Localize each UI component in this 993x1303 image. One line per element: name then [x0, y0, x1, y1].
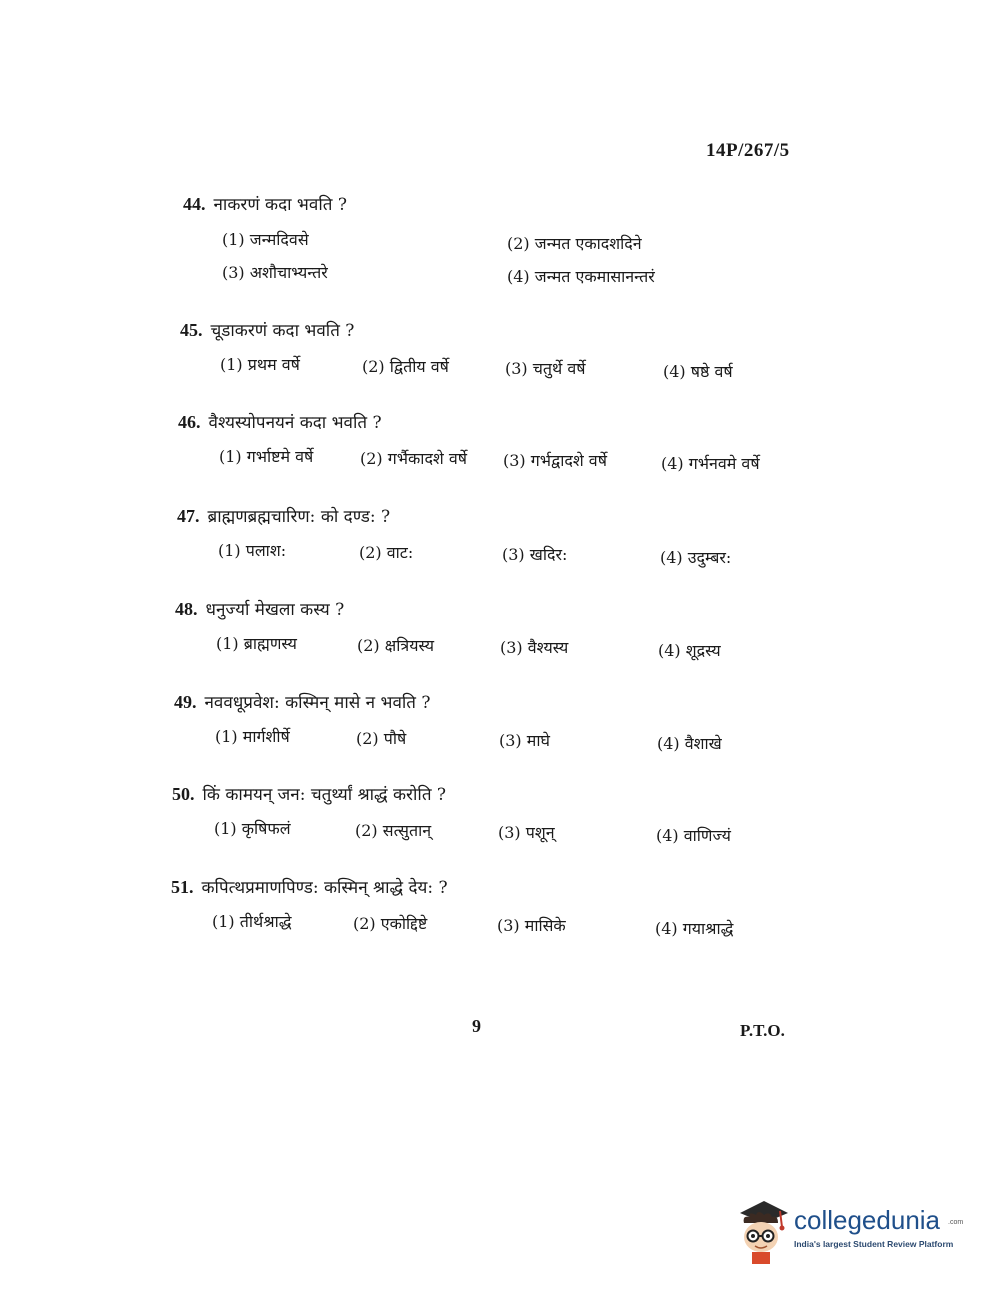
- question-text: चूडाकरणं कदा भवति ?: [210, 321, 355, 341]
- option-4: (4) षष्ठे वर्ष: [663, 362, 733, 381]
- question-text: नववधूप्रवेश: कस्मिन् मासे न भवति ?: [204, 693, 431, 713]
- option-3: (3) मासिके: [497, 916, 566, 935]
- option-2: (2) वाट:: [359, 543, 414, 562]
- question-number: 49.: [174, 692, 197, 712]
- page-number: 9: [472, 1016, 481, 1036]
- brand-name: collegedunia: [794, 1205, 941, 1235]
- question-number: 47.: [177, 506, 200, 526]
- option-2: (2) द्वितीय वर्षे: [362, 357, 449, 376]
- question-text: किं कामयन् जन: चतुर्थ्यां श्राद्धं करोति ?: [202, 785, 447, 805]
- collegedunia-watermark: [734, 1197, 964, 1267]
- question-text: वैश्यस्योपनयनं कदा भवति ?: [208, 413, 382, 433]
- option-3: (3) गर्भद्वादशे वर्षे: [503, 451, 607, 470]
- option-2: (2) सत्सुतान्: [355, 821, 432, 840]
- question-number: 51.: [171, 877, 194, 897]
- paper-code: 14P/267/5: [706, 140, 790, 161]
- option-4: (4) उदुम्बर:: [660, 548, 732, 567]
- question-number: 48.: [175, 599, 198, 619]
- option-4: (4) जन्मत एकमासानन्तरं: [507, 267, 655, 286]
- option-1: (1) जन्मदिवसे: [222, 230, 309, 249]
- option-2: (2) जन्मत एकादशदिने: [507, 234, 642, 253]
- question-text: ब्राह्मणब्रह्मचारिण: को दण्ड: ?: [207, 507, 391, 527]
- option-2: (2) एकोद्दिष्टे: [353, 914, 428, 933]
- option-4: (4) गर्भनवमे वर्षे: [661, 454, 760, 473]
- question-number: 44.: [183, 194, 206, 214]
- brand-domain: .com: [948, 1219, 964, 1226]
- option-4: (4) वाणिज्यं: [656, 826, 731, 845]
- option-1: (1) गर्भाष्टमे वर्षे: [219, 447, 314, 466]
- option-1: (1) प्रथम वर्षे: [220, 355, 300, 374]
- question-text: धनुर्ज्या मेखला कस्य ?: [205, 600, 345, 620]
- option-4: (4) शूद्रस्य: [658, 641, 721, 660]
- option-1: (1) ब्राह्मणस्य: [216, 634, 297, 653]
- option-3: (3) चतुर्थे वर्षे: [505, 359, 586, 378]
- question-text: कपित्थप्रमाणपिण्ड: कस्मिन् श्राद्धे देय: ?: [201, 878, 448, 898]
- option-3: (3) माघे: [499, 731, 550, 750]
- student-mascot-icon: [734, 1197, 790, 1267]
- option-1: (1) मार्गशीर्षे: [215, 727, 290, 746]
- brand-tagline: India's largest Student Review Platform: [794, 1239, 954, 1249]
- option-1: (1) पलाश:: [218, 541, 287, 560]
- option-3: (3) अशौचाभ्यन्तरे: [222, 263, 328, 282]
- option-1: (1) तीर्थश्राद्धे: [212, 912, 292, 931]
- option-1: (1) कृषिफलं: [214, 819, 291, 838]
- question-text: नाकरणं कदा भवति ?: [213, 195, 347, 215]
- option-3: (3) खदिर:: [502, 545, 568, 564]
- question-number: 50.: [172, 784, 195, 804]
- option-2: (2) क्षत्रियस्य: [357, 636, 434, 655]
- option-4: (4) वैशाखे: [657, 734, 722, 753]
- option-2: (2) पौषे: [356, 729, 407, 748]
- option-3: (3) वैश्यस्य: [500, 638, 569, 657]
- option-3: (3) पशून्: [498, 823, 555, 842]
- option-2: (2) गर्भैकादशे वर्षे: [360, 449, 468, 468]
- question-number: 46.: [178, 412, 201, 432]
- please-turn-over: P.T.O.: [740, 1021, 785, 1040]
- question-number: 45.: [180, 320, 203, 340]
- option-4: (4) गयाश्राद्धे: [655, 919, 734, 938]
